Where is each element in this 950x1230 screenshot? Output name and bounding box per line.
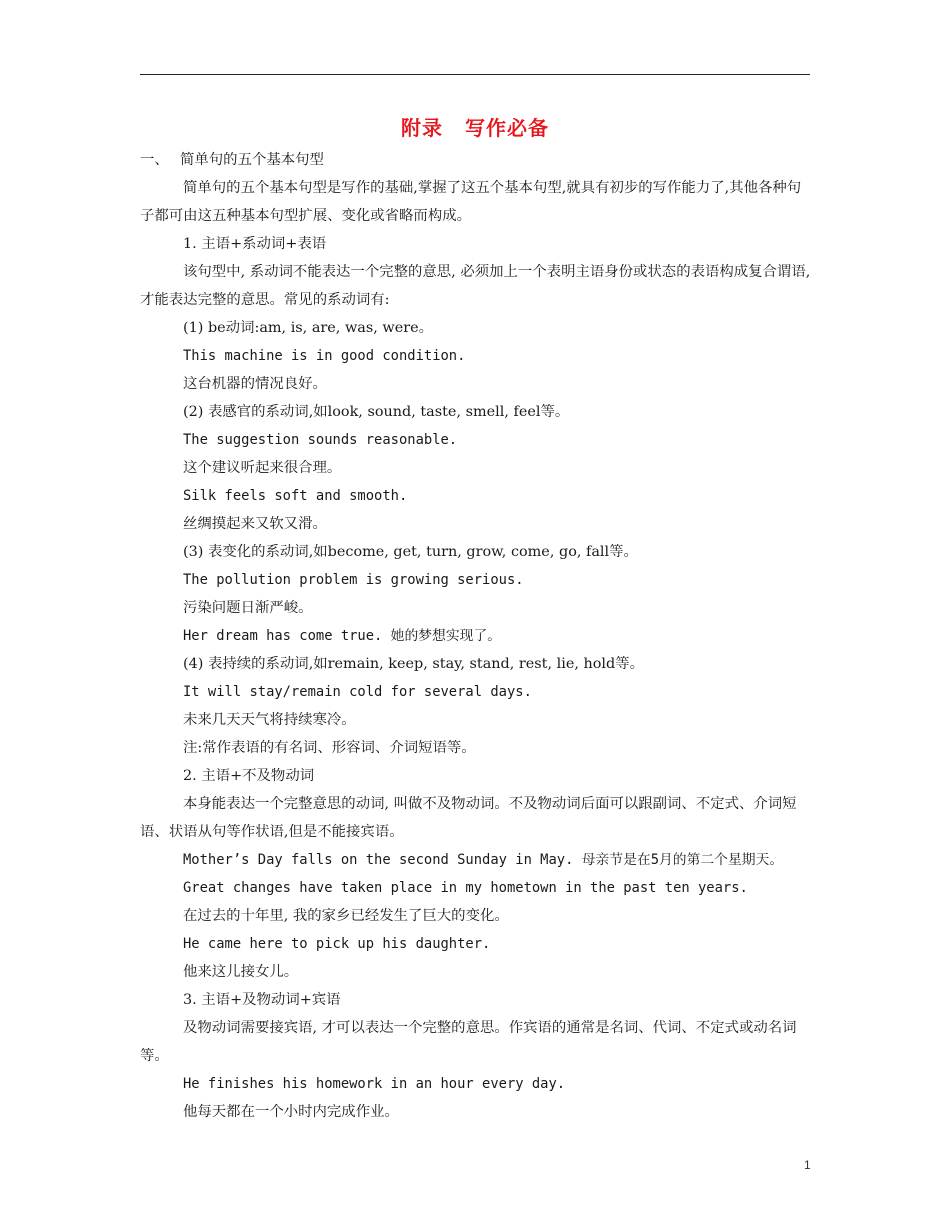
document-body xyxy=(140,146,812,1126)
page-number: 1 xyxy=(804,1158,811,1172)
example-sentence: It will stay/remain cold for several days. xyxy=(183,684,532,700)
subheading: 3. 主语+及物动词+宾语 xyxy=(183,992,341,1008)
document-title xyxy=(0,112,950,141)
list-item: (1) be动词:am, is, are, was, were。 xyxy=(183,320,434,336)
section-title: 简单句的五个基本句型 xyxy=(180,152,324,168)
example-sentence: He came here to pick up his daughter. xyxy=(183,936,491,952)
paragraph: 及物动词需要接宾语, 才可以表达一个完整的意思。作宾语的通常是名词、代词、不定式或动名词等。 xyxy=(140,1020,797,1064)
example-translation: 这台机器的情况良好。 xyxy=(183,376,327,392)
example-sentence: Silk feels soft and smooth. xyxy=(183,488,408,504)
subheading: 2. 主语+不及物动词 xyxy=(183,768,315,784)
example-sentence: Mother’s Day falls on the second Sunday in May. 母亲节是在5月的第二个星期天。 xyxy=(183,852,784,868)
paragraph: 简单句的五个基本句型是写作的基础,掌握了这五个基本句型,就具有初步的写作能力了,其他各种句子都可由这五种基本句型扩展、变化或省略而构成。 xyxy=(140,180,802,224)
example-sentence: Great changes have taken place in my hometown in the past ten years. xyxy=(183,880,748,896)
example-sentence: The pollution problem is growing serious. xyxy=(183,572,524,588)
example-translation: 他来这儿接女儿。 xyxy=(183,964,299,980)
example-translation: 丝绸摸起来又软又滑。 xyxy=(183,516,327,532)
example-translation: 未来几天天气将持续寒冷。 xyxy=(183,712,356,728)
paragraph: 本身能表达一个完整意思的动词, 叫做不及物动词。不及物动词后面可以跟副词、不定式、介词短语、状语从句等作状语,但是不能接宾语。 xyxy=(140,796,797,840)
title-writing-essentials: 写作必备 xyxy=(465,116,549,140)
list-item: (2) 表感官的系动词,如look, sound, taste, smell, feel等。 xyxy=(183,404,570,420)
example-sentence: Her dream has come true. 她的梦想实现了。 xyxy=(183,628,502,644)
example-translation: 污染问题日渐严峻。 xyxy=(183,600,313,616)
paragraph: 该句型中, 系动词不能表达一个完整的意思, 必须加上一个表明主语身份或状态的表语构成复合谓语, 才能表达完整的意思。常见的系动词有: xyxy=(140,264,811,308)
title-appendix: 附录 xyxy=(401,116,443,140)
example-sentence: He finishes his homework in an hour every day. xyxy=(183,1076,566,1092)
example-sentence: This machine is in good condition. xyxy=(183,348,466,364)
list-item: (4) 表持续的系动词,如remain, keep, stay, stand, rest, lie, hold等。 xyxy=(183,656,645,672)
example-translation: 这个建议听起来很合理。 xyxy=(183,460,342,476)
header-rule xyxy=(140,74,810,75)
note: 注:常作表语的有名词、形容词、介词短语等。 xyxy=(183,740,476,756)
example-translation: 在过去的十年里, 我的家乡已经发生了巨大的变化。 xyxy=(183,908,509,924)
example-translation: 他每天都在一个小时内完成作业。 xyxy=(183,1104,399,1120)
subheading: 1. 主语+系动词+表语 xyxy=(183,236,327,252)
list-item: (3) 表变化的系动词,如become, get, turn, grow, come, go, fall等。 xyxy=(183,544,638,560)
section-number: 一、 xyxy=(140,152,169,168)
example-sentence: The suggestion sounds reasonable. xyxy=(183,432,458,448)
section-heading xyxy=(140,146,812,174)
